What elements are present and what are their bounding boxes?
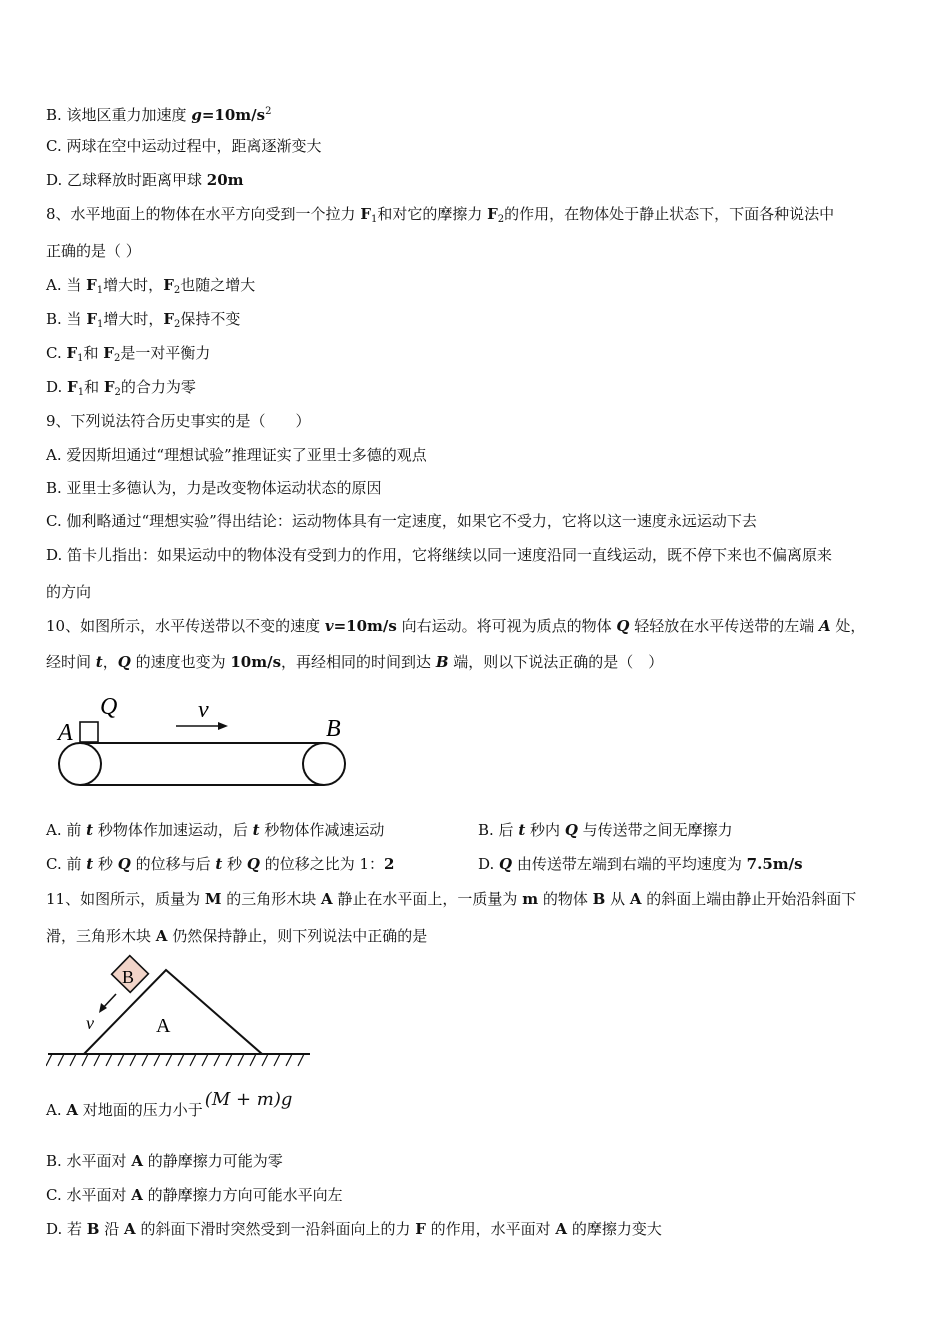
- q10-options-row1: [46, 820, 906, 840]
- q8-option-d: D. $F_1$和 $F_2$的合力为零: [46, 378, 196, 398]
- q11-option-d: D. 若 B 沿 A 的斜面下滑时突然受到一沿斜面向上的力 F 的作用，水平面对 A 的摩擦力变大: [46, 1220, 662, 1238]
- q9-option-d-line1: D. 笛卡儿指出：如果运动中的物体没有受到力的作用，它将继续以同一速度沿同一直线运动，既不停下来也不偏离原来: [46, 546, 833, 564]
- q10-option-d: D. Q 由传送带左端到右端的平均速度为 7.5m/s: [478, 855, 803, 873]
- right-pulley: [303, 743, 345, 785]
- q11-option-b: B. 水平面对 A 的静摩擦力可能为零: [46, 1152, 283, 1170]
- label-b: B: [122, 967, 135, 987]
- conveyor-belt-figure: [50, 690, 360, 790]
- q8-stem-line1: 8、水平地面上的物体在水平方向受到一个拉力 $F_1$和对它的摩擦力 $F_2$的作用，在物体处于静止状态下，下面各种说法中: [46, 205, 835, 225]
- q7-option-c: C. 两球在空中运动过程中，距离逐渐变大: [46, 137, 322, 155]
- q10-option-a: A. 前 t 秒物体作加速运动，后 t 秒物体作减速运动: [46, 821, 385, 839]
- q11-stem-line2: 滑，三角形木块 A 仍然保持静止，则下列说法中正确的是: [46, 927, 428, 945]
- q10-option-c: C. 前 t 秒 Q 的位移与后 t 秒 Q 的位移之比为 1：2: [46, 855, 395, 873]
- q10-stem-line2: 经时间 t，Q 的速度也变为 10m/s，再经相同的时间到达 B 端，则以下说法正确的是（ ）: [46, 653, 664, 671]
- incline-figure: [46, 952, 316, 1072]
- left-pulley: [59, 743, 101, 785]
- velocity-arrowhead: [218, 722, 228, 730]
- triangle-block-a: [84, 970, 262, 1054]
- label-v: v: [198, 697, 209, 723]
- q7-option-b: B. 该地区重力加速度 $g=10m/s^2$: [46, 106, 272, 124]
- label-a: A: [156, 1015, 171, 1037]
- q10-option-b: B. 后 t 秒内 Q 与传送带之间无摩擦力: [478, 821, 733, 839]
- q8-option-b: B. 当 $F_1$增大时，$F_2$保持不变: [46, 310, 241, 330]
- q9-stem: 9、下列说法符合历史事实的是（ ）: [46, 412, 311, 430]
- q8-stem-line2: 正确的是（ ）: [46, 242, 141, 260]
- q11-option-a: A. A 对地面的压力小于 (M + m)g: [46, 1089, 293, 1119]
- q10-options-row2: [46, 854, 906, 874]
- q11-stem-line1: 11、如图所示，质量为 M 的三角形木块 A 静止在水平面上，一质量为 m 的物体 B 从 A 的斜面上端由静止开始沿斜面下: [46, 890, 857, 908]
- label-q: Q: [100, 694, 118, 720]
- label-a: A: [58, 720, 73, 746]
- q10-stem-line1: 10、如图所示，水平传送带以不变的速度 v=10m/s 向右运动。将可视为质点的物体 Q 轻轻放在水平传送带的左端 A 处，: [46, 617, 866, 635]
- q11-option-c: C. 水平面对 A 的静摩擦力方向可能水平向左: [46, 1186, 343, 1204]
- label-b: B: [326, 716, 341, 742]
- formula-m-plus-m-g: (M + m)g: [204, 1089, 293, 1110]
- ground-hatching: [46, 1054, 304, 1066]
- block-q: [80, 722, 98, 742]
- label-v: v: [86, 1013, 94, 1033]
- q9-option-d-line2: 的方向: [46, 583, 92, 601]
- q9-option-a: A. 爱因斯坦通过“理想试验”推理证实了亚里士多德的观点: [46, 446, 427, 464]
- q9-option-b: B. 亚里士多德认为，力是改变物体运动状态的原因: [46, 479, 382, 497]
- q7-option-d: D. 乙球释放时距离甲球 20m: [46, 171, 244, 189]
- q9-option-c: C. 伽利略通过“理想实验”得出结论：运动物体具有一定速度，如果它不受力，它将以这一速度永远运动下去: [46, 512, 757, 530]
- q8-option-a: A. 当 $F_1$增大时，$F_2$也随之增大: [46, 276, 256, 296]
- q8-option-c: C. $F_1$和 $F_2$是一对平衡力: [46, 344, 211, 364]
